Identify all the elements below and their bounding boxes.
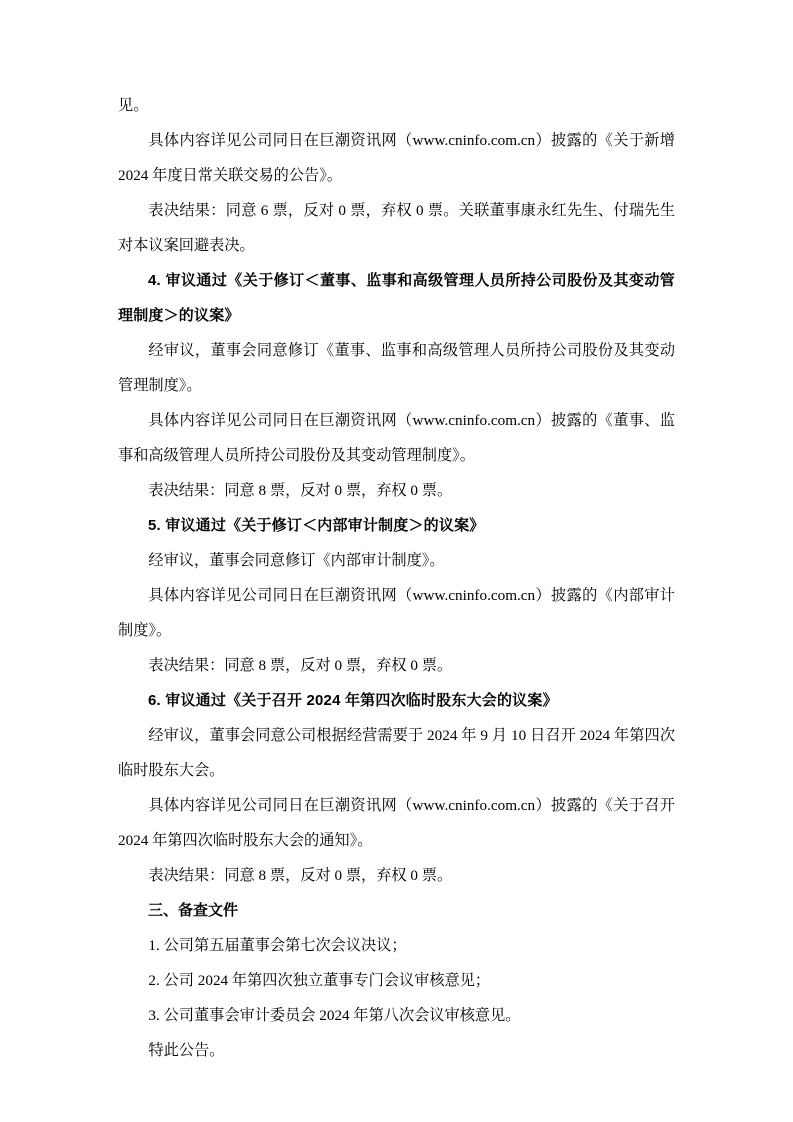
heading-item-4: 4. 审议通过《关于修订＜董事、监事和高级管理人员所持公司股份及其变动管理制度＞的议案》 — [118, 272, 675, 324]
paragraph-closing: 特此公告。 — [148, 1042, 225, 1059]
paragraph-reference-1: 1. 公司第五届董事会第七次会议决议； — [148, 937, 407, 954]
paragraph-item-4-disclosure: 具体内容详见公司同日在巨潮资讯网（www.cninfo.com.cn）披露的《董事、监事和高级管理人员所持公司股份及其变动管理制度》。 — [118, 412, 675, 464]
paragraph-item-6-review: 经审议，董事会同意公司根据经营需要于 2024 年 9 月 10 日召开 2024 年第四次临时股东大会。 — [118, 727, 675, 779]
paragraph-reference-2: 2. 公司 2024 年第四次独立董事专门会议审核意见； — [148, 972, 491, 989]
paragraph-item-5-vote: 表决结果：同意 8 票，反对 0 票，弃权 0 票。 — [148, 657, 453, 674]
paragraph-continuation: 见。 — [118, 97, 149, 114]
heading-item-6: 6. 审议通过《关于召开 2024 年第四次临时股东大会的议案》 — [148, 692, 558, 709]
heading-item-5: 5. 审议通过《关于修订＜内部审计制度＞的议案》 — [148, 517, 485, 534]
paragraph-item-6-vote: 表决结果：同意 8 票，反对 0 票，弃权 0 票。 — [148, 867, 453, 884]
paragraph-item-4-vote: 表决结果：同意 8 票，反对 0 票，弃权 0 票。 — [148, 482, 453, 499]
paragraph-item-4-review: 经审议，董事会同意修订《董事、监事和高级管理人员所持公司股份及其变动管理制度》。 — [118, 342, 675, 394]
paragraph-disclosure-3: 具体内容详见公司同日在巨潮资讯网（www.cninfo.com.cn）披露的《关于新增 2024 年度日常关联交易的公告》。 — [118, 132, 675, 184]
document-body — [118, 88, 675, 1068]
paragraph-item-6-disclosure: 具体内容详见公司同日在巨潮资讯网（www.cninfo.com.cn）披露的《关于召开 2024 年第四次临时股东大会的通知》。 — [118, 797, 675, 849]
paragraph-vote-3: 表决结果：同意 6 票，反对 0 票，弃权 0 票。关联董事康永红先生、付瑞先生对本议案回避表决。 — [118, 202, 675, 254]
paragraph-item-5-review: 经审议，董事会同意修订《内部审计制度》。 — [148, 552, 445, 569]
paragraph-reference-3: 3. 公司董事会审计委员会 2024 年第八次会议审核意见。 — [148, 1007, 521, 1024]
paragraph-item-5-disclosure: 具体内容详见公司同日在巨潮资讯网（www.cninfo.com.cn）披露的《内部审计制度》。 — [118, 587, 675, 639]
heading-section-reference-documents: 三、备查文件 — [148, 902, 239, 919]
